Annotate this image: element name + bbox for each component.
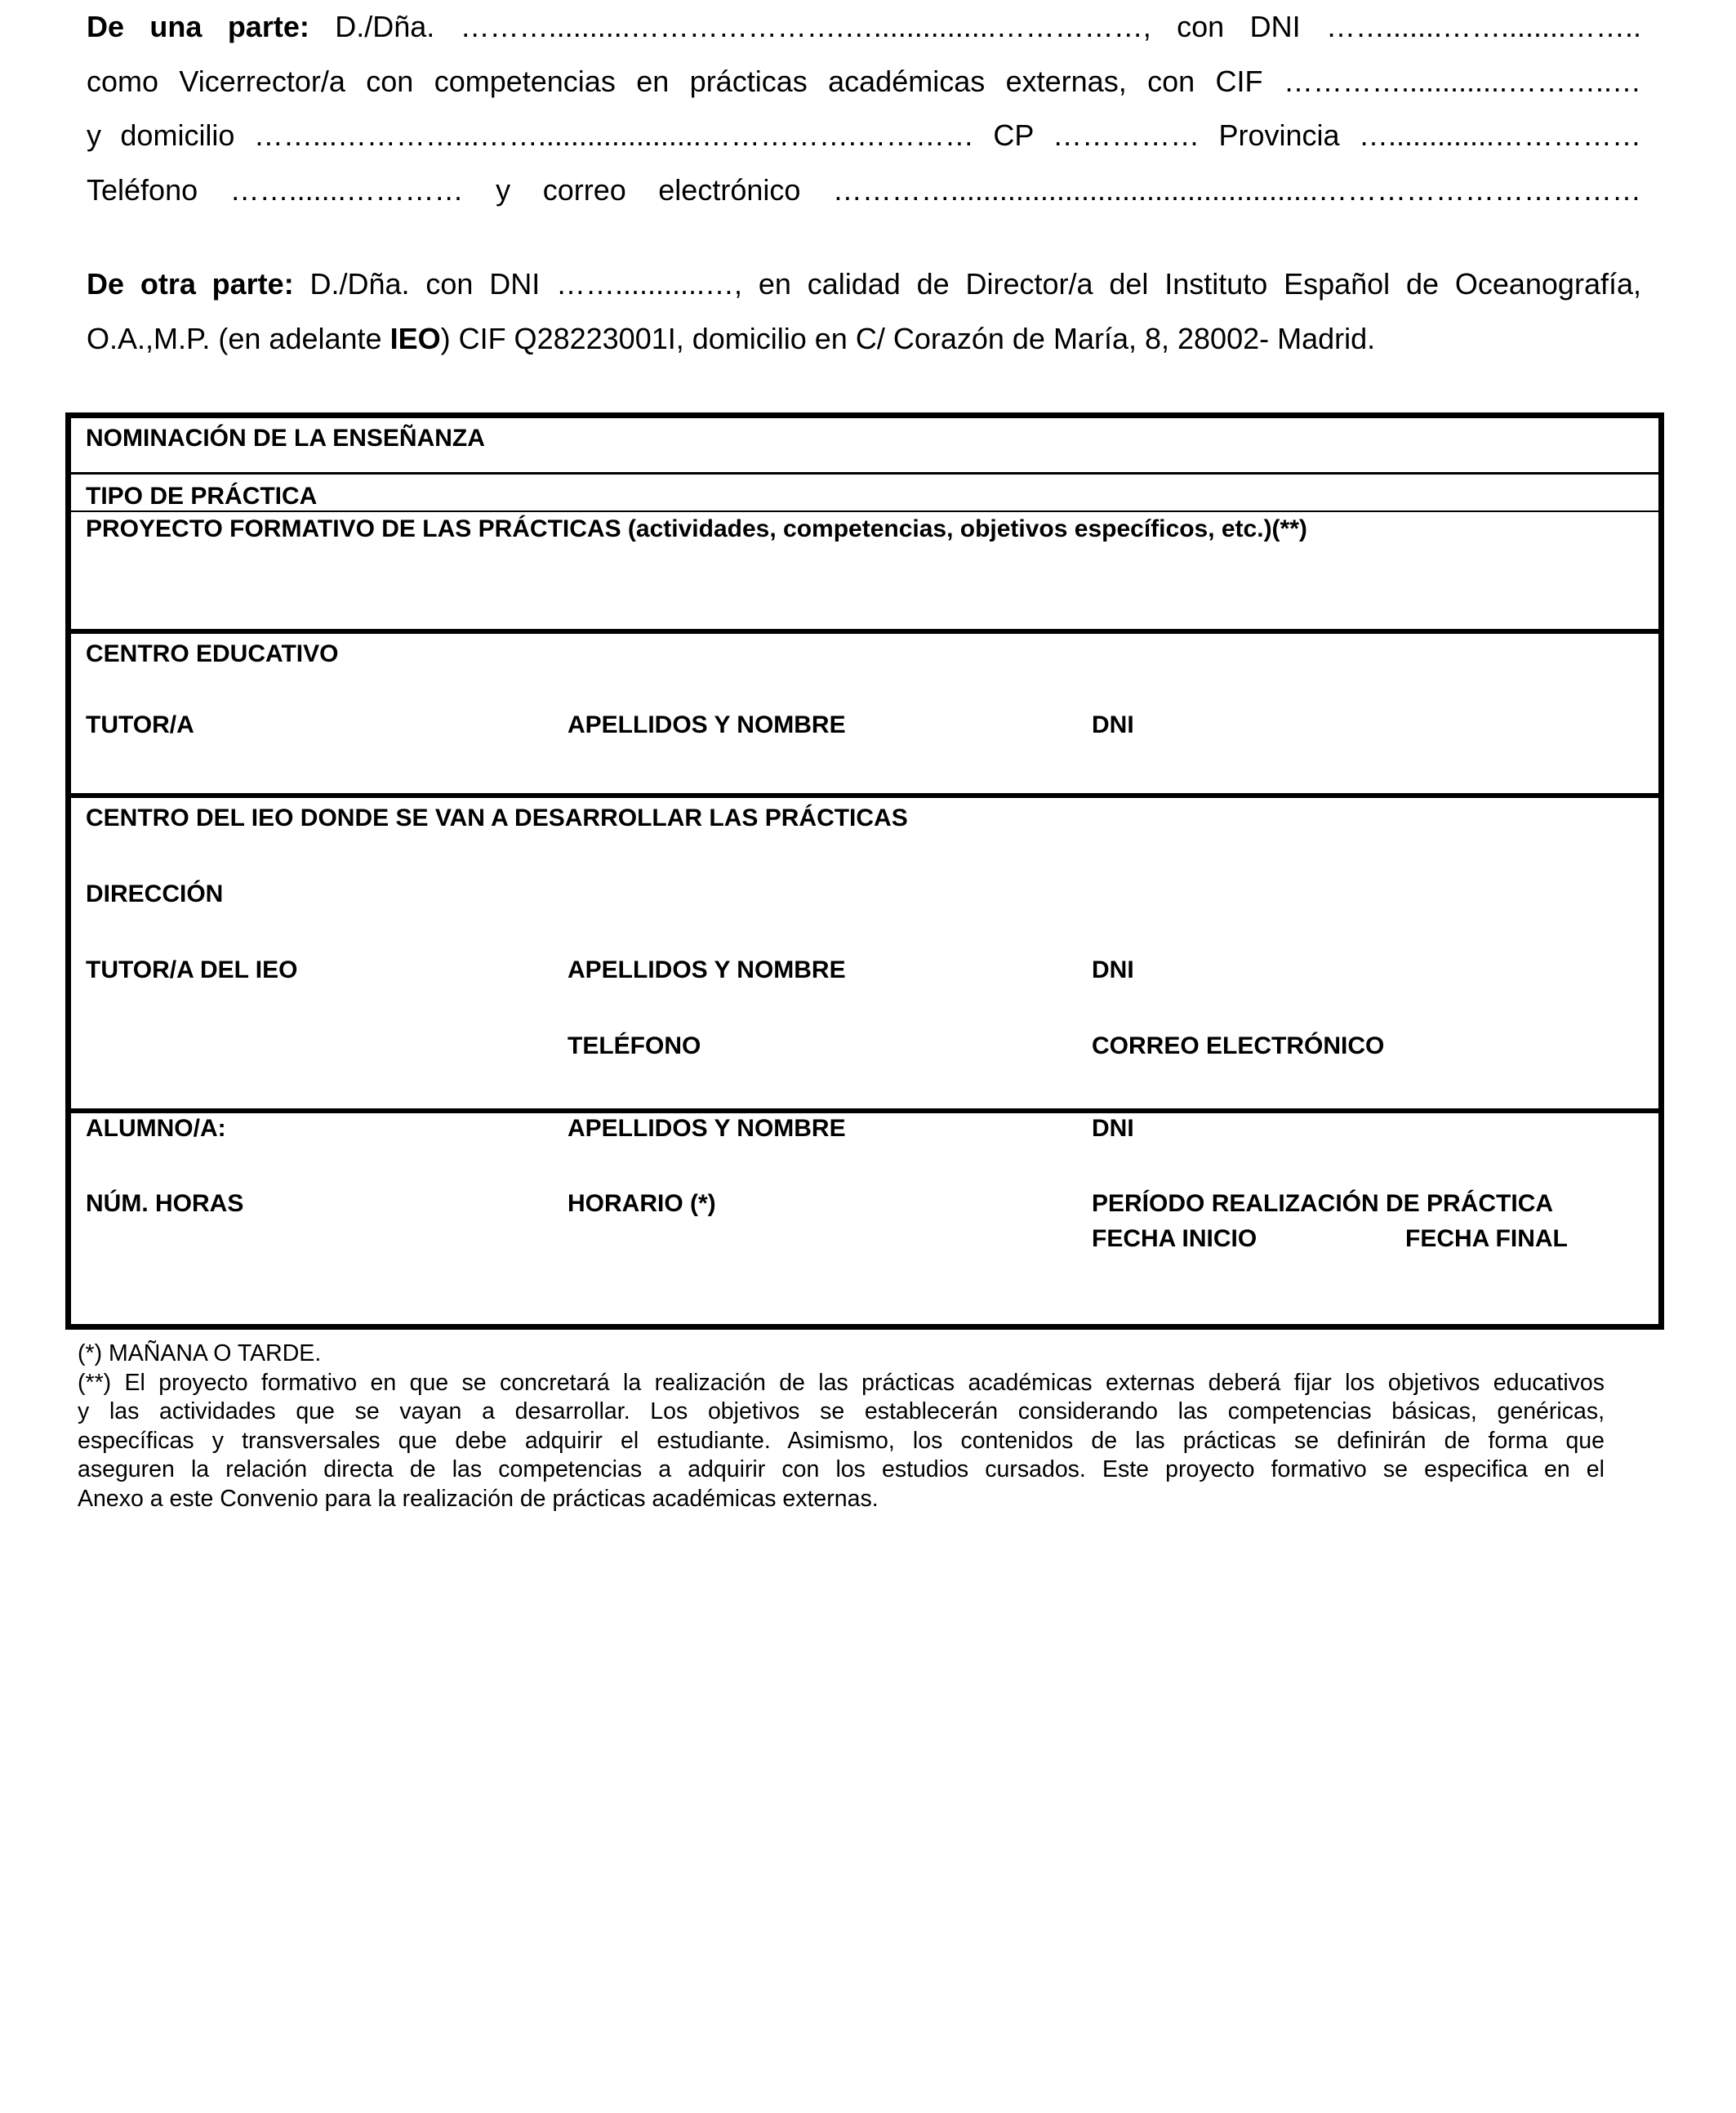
alumno-apellidos-label: APELLIDOS Y NOMBRE bbox=[568, 1115, 846, 1142]
party-1-line-4: Teléfono …….......………… y correo electrónico ………….............................................…………………………… bbox=[87, 172, 1641, 207]
section-divider-centro-educativo bbox=[71, 629, 1658, 634]
alumno-label: ALUMNO/A: bbox=[86, 1115, 226, 1142]
tutor-ieo-apellidos-label: APELLIDOS Y NOMBRE bbox=[568, 956, 846, 983]
tutor-ieo-telefono-label: TELÉFONO bbox=[568, 1032, 701, 1059]
intro-party-2 bbox=[87, 257, 1641, 366]
party-2-line-1-text: D./Dña. con DNI ……...........…, en calidad de Director/a del Instituto Español de Oceanografía, bbox=[293, 267, 1641, 301]
row-divider-nominacion bbox=[71, 472, 1658, 475]
num-horas-label: NÚM. HORAS bbox=[86, 1190, 244, 1217]
footnote-2 bbox=[78, 1369, 1605, 1514]
party-2-line-2 bbox=[87, 312, 1641, 367]
party-1-line-2: como Vicerrector/a con competencias en prácticas académicas externas, con CIF ………….............………..… bbox=[87, 64, 1641, 98]
tutor-dni-label: DNI bbox=[1092, 711, 1134, 738]
alumno-dni-label: DNI bbox=[1092, 1115, 1134, 1142]
direccion-label: DIRECCIÓN bbox=[86, 880, 224, 907]
fecha-final-label: FECHA FINAL bbox=[1405, 1225, 1568, 1252]
row-divider-tipo bbox=[71, 510, 1658, 512]
nominacion-label: NOMINACIÓN DE LA ENSEÑANZA bbox=[86, 425, 485, 452]
periodo-label: PERÍODO REALIZACIÓN DE PRÁCTICA bbox=[1092, 1190, 1554, 1217]
party-2-line-2-post: ) CIF Q28223001I, domicilio en C/ Corazón de María, 8, 28002- Madrid. bbox=[440, 321, 1376, 355]
ieo-abbrev: IEO bbox=[389, 321, 441, 355]
party-1-line-1-text: D./Dña. ………..........………………….…...............……………, con DNI …….......……........…….. bbox=[309, 10, 1642, 43]
footnote-2-line-3: específicas y transversales que debe adquirir el estudiante. Asimismo, los contenidos de las prácticas se definirán de forma que bbox=[78, 1427, 1605, 1454]
section-divider-centro-ieo bbox=[71, 793, 1658, 798]
footnote-2-line-5: Anexo a este Convenio para la realización de prácticas académicas externas. bbox=[78, 1485, 879, 1512]
footnote-2-line-1: (**) El proyecto formativo en que se concretará la realización de las prácticas académicas externas deberá fijar los objetivos educativos bbox=[78, 1369, 1605, 1396]
fecha-inicio-label: FECHA INICIO bbox=[1092, 1225, 1257, 1252]
party-2-label: De otra parte: bbox=[87, 267, 294, 301]
horario-label: HORARIO (*) bbox=[568, 1190, 716, 1217]
tutor-ieo-label: TUTOR/A DEL IEO bbox=[86, 956, 298, 983]
tutor-ieo-correo-label: CORREO ELECTRÓNICO bbox=[1092, 1032, 1385, 1059]
party-2-line-2-pre: O.A.,M.P. (en adelante bbox=[87, 321, 390, 355]
section-divider-alumno bbox=[71, 1108, 1658, 1113]
tutor-ieo-dni-label: DNI bbox=[1092, 956, 1134, 983]
centro-ieo-label: CENTRO DEL IEO DONDE SE VAN A DESARROLLAR LAS PRÁCTICAS bbox=[86, 805, 908, 831]
party-2-line-1 bbox=[87, 257, 1641, 312]
footnotes bbox=[78, 1340, 1605, 1513]
tutor-apellidos-label: APELLIDOS Y NOMBRE bbox=[568, 711, 846, 738]
tutor-label: TUTOR/A bbox=[86, 711, 194, 738]
practice-form-table bbox=[65, 412, 1664, 1330]
tipo-practica-label: TIPO DE PRÁCTICA bbox=[86, 483, 318, 510]
proyecto-formativo-label: PROYECTO FORMATIVO DE LAS PRÁCTICAS (actividades, competencias, objetivos específicos, etc.)(**) bbox=[86, 515, 1307, 542]
party-1-line-1 bbox=[87, 0, 1641, 55]
party-1-line-3: y domicilio ……...…………...……....................…………….………… CP …………… Provincia ….............…………… bbox=[87, 118, 1641, 152]
intro-party-1 bbox=[87, 0, 1641, 217]
footnote-2-line-4: aseguren la relación directa de las competencias a adquirir con los estudios cursados. Este proyecto formativo se especifica en el bbox=[78, 1456, 1605, 1482]
centro-educativo-label: CENTRO EDUCATIVO bbox=[86, 640, 339, 667]
footnote-2-line-2: y las actividades que se vayan a desarrollar. Los objetivos se establecerán considerando las competencias básicas, genéricas, bbox=[78, 1398, 1605, 1424]
party-1-label: De una parte: bbox=[87, 10, 309, 43]
footnote-1: (*) MAÑANA O TARDE. bbox=[78, 1340, 322, 1366]
